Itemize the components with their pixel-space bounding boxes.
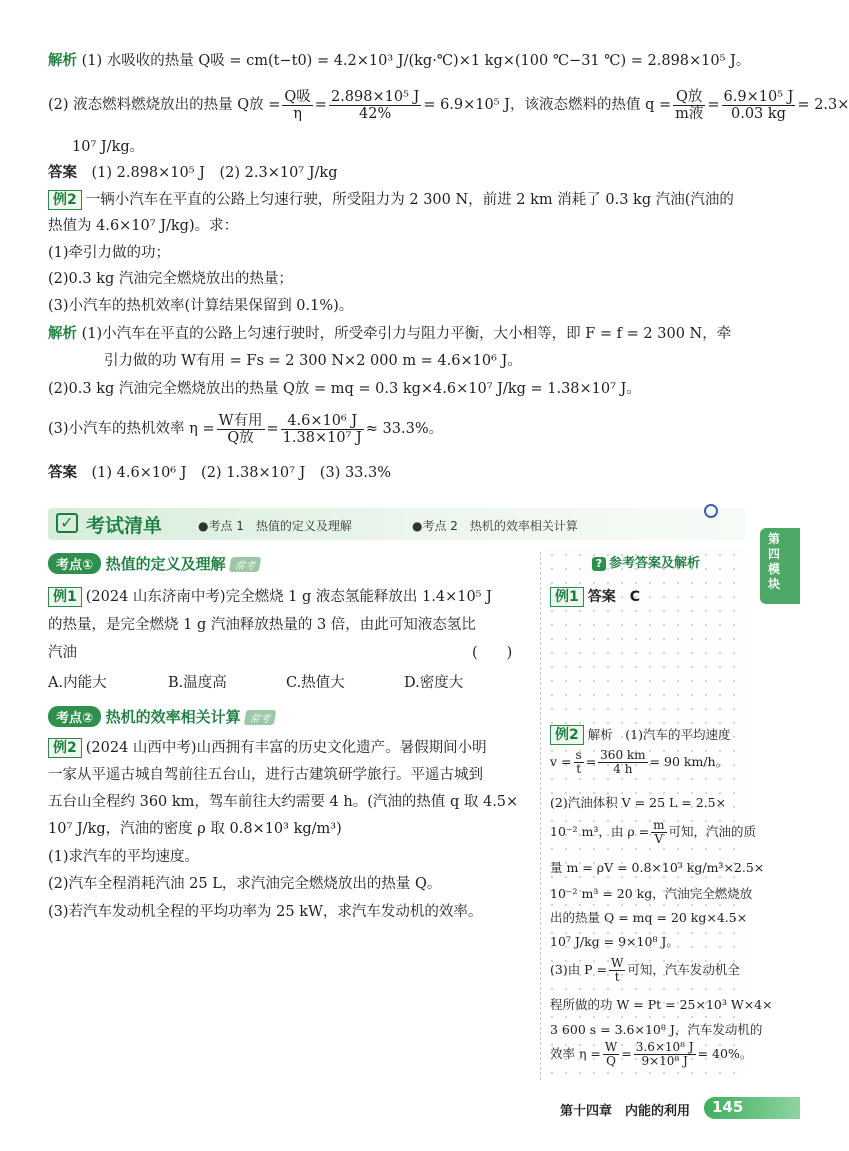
kp2-title: 热机的效率相关计算 — [105, 708, 241, 726]
fraction: Q放 m液 — [675, 88, 704, 122]
ref-ex2-line3: (2)汽油体积 V = 25 L = 2.5× — [550, 795, 727, 810]
fraction: $\frac{\text{2.898×10⁵ J}}{42\%}$ — [330, 88, 420, 122]
page-number: 145 — [712, 1098, 744, 1116]
ref-ex2-line7: 出的热量 Q = mq = 20 kg×4.5× — [550, 910, 748, 925]
banner-point1: ●考点 1 热值的定义及理解 — [198, 519, 352, 533]
module-side-tab-label: 第四模块 — [767, 532, 780, 591]
ex2-analysis-line4: (3)小汽车的热机效率 η = W有用 Q放 = $\frac{\text{4.6×10⁶ J}}{\text{1.38×10⁷ J}}$ ≈ 33.3%。 — [48, 412, 444, 446]
example-badge: 例2 — [48, 190, 82, 210]
ref-ex2-line9: (3)由 P = $\frac{W}{t}$ 可知，汽车发动机全 — [550, 956, 740, 984]
ex2b-line5: (1)求汽车的平均速度。 — [48, 849, 200, 865]
ex1-question-line2: 的热量，是完全燃烧 1 g 汽油释放热量的 3 倍，由此可知液态氢比 — [48, 617, 476, 633]
ex2-question-line2: 热值为 4.6×10⁷ J/kg)。求： — [48, 218, 239, 234]
ex2b-line4: 10⁷ J/kg，汽油的密度 ρ 取 0.8×10³ kg/m³) — [48, 821, 342, 837]
ex2-analysis-line3: (2)0.3 kg 汽油完全燃烧放出的热量 Q放 = mq = 0.3 kg×4.6×10⁷ J/kg = 1.38×10⁷ J。 — [48, 381, 641, 397]
top-analysis-line3: 10⁷ J/kg。 — [72, 139, 145, 155]
checklist-icon: ✓ — [56, 513, 78, 533]
ref-ex2-line6: 10⁻² m³ = 20 kg，汽油完全燃烧放 — [550, 886, 753, 901]
ex2b-line7: (3)若汽车发动机全程的平均功率为 25 kW，求汽车发动机的效率。 — [48, 904, 483, 920]
ref-ex2-line12: 效率 η = $\frac{W}{Q}$ = $\frac{\text{3.6×10⁸ J}}{\text{9×10⁸ J}}$ = 40%。 — [550, 1040, 753, 1068]
exam-checklist-banner — [48, 508, 746, 540]
top-analysis-line2: (2) 液态燃料燃烧放出的热量 Q放 = Q吸 η = $\frac{\text{2.898×10⁵ J}}{42\%}$ = 6.9×10⁵ J，该液态燃料的热值 q = Q放 m液 = $\frac{\text{6.9×10⁵ J}}{0.03 kg}$ = 2.3× — [48, 88, 849, 122]
kp1-title: 热值的定义及理解 — [105, 555, 226, 573]
fraction: $\frac{\text{4.6×10⁶ J}}{\text{1.38×10⁷ J}}$ — [282, 412, 362, 446]
ex1-question-line3: 汽油 — [48, 645, 77, 661]
kp2-badge: 考点② — [48, 706, 101, 727]
fraction: W有用 Q放 — [218, 412, 263, 446]
banner-point2: ●考点 2 热机的效率相关计算 — [412, 519, 578, 533]
ex2b-line3: 五台山全程约 360 km，驾车前往大约需要 4 h。(汽油的热值 q 取 4.5× — [48, 794, 519, 810]
ref-ex1: 例1 答案 C — [550, 587, 640, 607]
ex2b-line1: 例2 (2024 山西中考)山西拥有丰富的历史文化遗产。暑假期间小明 — [48, 737, 487, 759]
swirl-decoration-icon — [704, 504, 718, 518]
kp2-header — [48, 706, 275, 729]
column-divider — [540, 552, 541, 1080]
top-answer: 答案 (1) 2.898×10⁵ J (2) 2.3×10⁷ J/kg — [48, 165, 338, 181]
ex1-question-line1: 例1 (2024 山东济南中考)完全燃烧 1 g 液态氢能释放出 1.4×10⁵ J — [48, 586, 492, 608]
ex1-option-c: C.热值大 — [286, 675, 345, 691]
ex2-analysis-line2: 引力做的功 W有用 = Fs = 2 300 N×2 000 m = 4.6×10⁶ J。 — [104, 353, 522, 369]
analysis-label: 解析 — [48, 53, 77, 69]
ex2-answer: 答案 (1) 4.6×10⁶ J (2) 1.38×10⁷ J (3) 33.3% — [48, 465, 392, 481]
reference-title: ? 参考答案及解析 — [592, 552, 700, 571]
frequent-tag: 常考 — [244, 710, 277, 725]
answer-parens: ( ) — [472, 645, 513, 661]
fraction: $\frac{\text{6.9×10⁵ J}}{0.03 kg}$ — [723, 88, 794, 122]
kp1-badge: 考点① — [48, 553, 101, 574]
ex2-question-line1: 例2 一辆小汽车在平直的公路上匀速行驶，所受阻力为 2 300 N，前进 2 km 消耗了 0.3 kg 汽油(汽油的 — [48, 189, 734, 211]
ref-ex2-line8: 10⁷ J/kg = 9×10⁸ J。 — [550, 934, 679, 949]
kp1-header — [48, 553, 260, 576]
ref-ex2-line4: 10⁻² m³，由 ρ = $\frac{m}{V}$ 可知，汽油的质 — [550, 818, 757, 846]
top-analysis-line1: 解析 (1) 水吸收的热量 Q吸 = cm(t−t0) = 4.2×10³ J/(kg·℃)×1 kg×(100 ℃−31 ℃) = 2.898×10⁵ J。 — [48, 53, 751, 69]
ex2b-line2: 一家从平遥古城自驾前往五台山，进行古建筑研学旅行。平遥古城到 — [48, 767, 483, 783]
ref-ex2-line10: 程所做的功 W = Pt = 25×10³ W×4× — [550, 997, 773, 1012]
ex1-option-d: D.密度大 — [404, 675, 464, 691]
frequent-tag: 常考 — [229, 557, 262, 572]
ref-ex2-line11: 3 600 s = 3.6×10⁸ J，汽车发动机的 — [550, 1022, 763, 1037]
ex2-analysis-line1: 解析 (1)小汽车在平直的公路上匀速行驶时，所受牵引力与阻力平衡，大小相等，即 F = f = 2 300 N，牵 — [48, 326, 732, 342]
ex1-option-a: A.内能大 — [48, 675, 107, 691]
footer-chapter: 第十四章 内能的利用 — [560, 1104, 691, 1119]
ex2b-line6: (2)汽车全程消耗汽油 25 L，求汽油完全燃烧放出的热量 Q。 — [48, 876, 442, 892]
ref-ex2-line1: 例2 解析 (1)汽车的平均速度 — [550, 725, 730, 745]
ref-ex2-line2: v = $\frac{s}{t}$ = $\frac{360 km}{4 h}$ = 90 km/h。 — [550, 748, 729, 776]
ex2-question-line4: (2)0.3 kg 汽油完全燃烧放出的热量； — [48, 271, 293, 287]
question-mark-icon: ? — [592, 557, 606, 571]
fraction: Q吸 η — [284, 88, 311, 122]
banner-title: 考试清单 — [86, 515, 163, 537]
ex2-question-line5: (3)小汽车的热机效率(计算结果保留到 0.1%)。 — [48, 298, 354, 314]
ex2-question-line3: (1)牵引力做的功； — [48, 245, 171, 261]
ref-ex2-line5: 量 m = ρV = 0.8×10³ kg/m³×2.5× — [550, 860, 765, 875]
ex1-option-b: B.温度高 — [168, 675, 227, 691]
